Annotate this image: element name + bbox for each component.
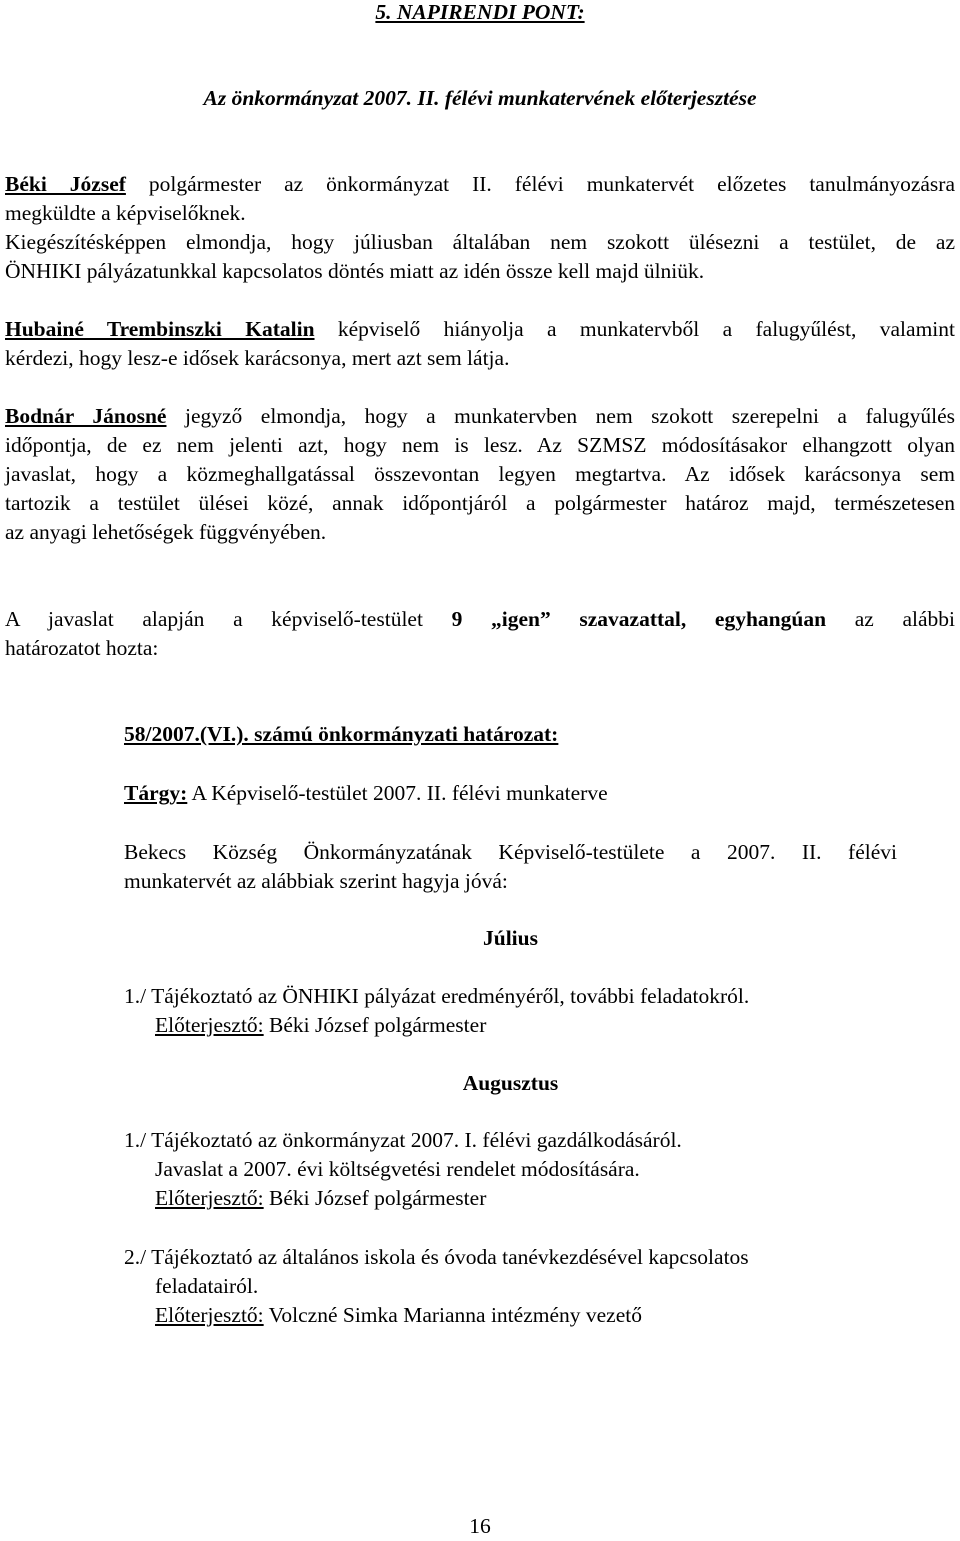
resolution-body-line-2: munkatervét az alábbiak szerint hagyja jóvá: (124, 869, 508, 893)
august-item-2-presenter: Előterjesztő: Volczné Simka Marianna intézmény vezető (155, 1303, 642, 1327)
speaker-name: Béki József (5, 172, 126, 196)
vote-line-1: A javaslat alapján a képviselő-testület 9 „igen” szavazattal, egyhangúan az alábbi (5, 607, 955, 631)
p2-line-2: kérdezi, hogy lesz-e idősek karácsonya, mert azt sem látja. (5, 346, 510, 370)
agenda-subtitle: Az önkormányzat 2007. II. félévi munkatervének előterjesztése (203, 86, 757, 110)
august-item-1-presenter: Előterjesztő: Béki József polgármester (155, 1186, 487, 1210)
august-item-2-line-1: 2./ Tájékoztató az általános iskola és óvoda tanévkezdésével kapcsolatos (124, 1245, 749, 1269)
july-item-1: 1./ Tájékoztató az ÖNHIKI pályázat eredményéről, további feladatokról. (124, 984, 750, 1008)
vote-result: 9 „igen” szavazattal, egyhangúan (451, 607, 827, 631)
page-number: 16 (469, 1514, 491, 1538)
resolution-number: 58/2007.(VI.). számú önkormányzati határozat: (124, 722, 559, 746)
p1-line-2: megküldte a képviselőknek. (5, 201, 246, 225)
p3-line-4: tartozik a testület ülései közé, annak időpontjáról a polgármester határoz majd, természetesen (5, 491, 955, 515)
speaker-name: Bodnár Jánosné (5, 404, 167, 428)
p2-line-1: Hubainé Trembinszki Katalin képviselő hiányolja a munkatervből a falugyűlést, valamint (5, 317, 955, 341)
resolution-subject: Tárgy: A Képviselő-testület 2007. II. félévi munkaterve (124, 781, 608, 805)
p3-line-5: az anyagi lehetőségek függvényében. (5, 520, 327, 544)
agenda-heading: 5. NAPIRENDI PONT: (375, 0, 585, 24)
p3-line-1: Bodnár Jánosné jegyző elmondja, hogy a munkatervben nem szokott szerepelni a falugyűlés (5, 404, 955, 428)
vote-line-2: határozatot hozta: (5, 636, 159, 660)
august-item-1-line-1: 1./ Tájékoztató az önkormányzat 2007. I. félévi gazdálkodásáról. (124, 1128, 682, 1152)
resolution-body-line-1: Bekecs Község Önkormányzatának Képviselő-testülete a 2007. II. félévi (124, 840, 897, 864)
august-item-1-line-2: Javaslat a 2007. évi költségvetési rendelet módosítására. (155, 1157, 640, 1181)
month-august: Augusztus (462, 1071, 559, 1095)
p1-line-4: ÖNHIKI pályázatunkkal kapcsolatos döntés miatt az idén össze kell majd ülniük. (5, 259, 705, 283)
august-item-2-line-2: feladatairól. (155, 1274, 259, 1298)
p1-line-3: Kiegészítésképpen elmondja, hogy júliusban általában nem szokott ülésezni a testület, de az (5, 230, 955, 254)
subject-label: Tárgy: (124, 781, 188, 805)
month-july: Július (483, 926, 538, 950)
p1-line-1: Béki József polgármester az önkormányzat II. félévi munkatervét előzetes tanulmányozásra (5, 172, 955, 196)
july-item-1-presenter: Előterjesztő: Béki József polgármester (155, 1013, 487, 1037)
p3-line-2: időpontja, de ez nem jelenti azt, hogy nem is lesz. Az SZMSZ módosításakor elhangzott olyan (5, 433, 955, 457)
speaker-name: Hubainé Trembinszki Katalin (5, 317, 315, 341)
p3-line-3: javaslat, hogy a közmeghallgatással összevontan legyen megtartva. Az idősek karácsonya sem (5, 462, 955, 486)
